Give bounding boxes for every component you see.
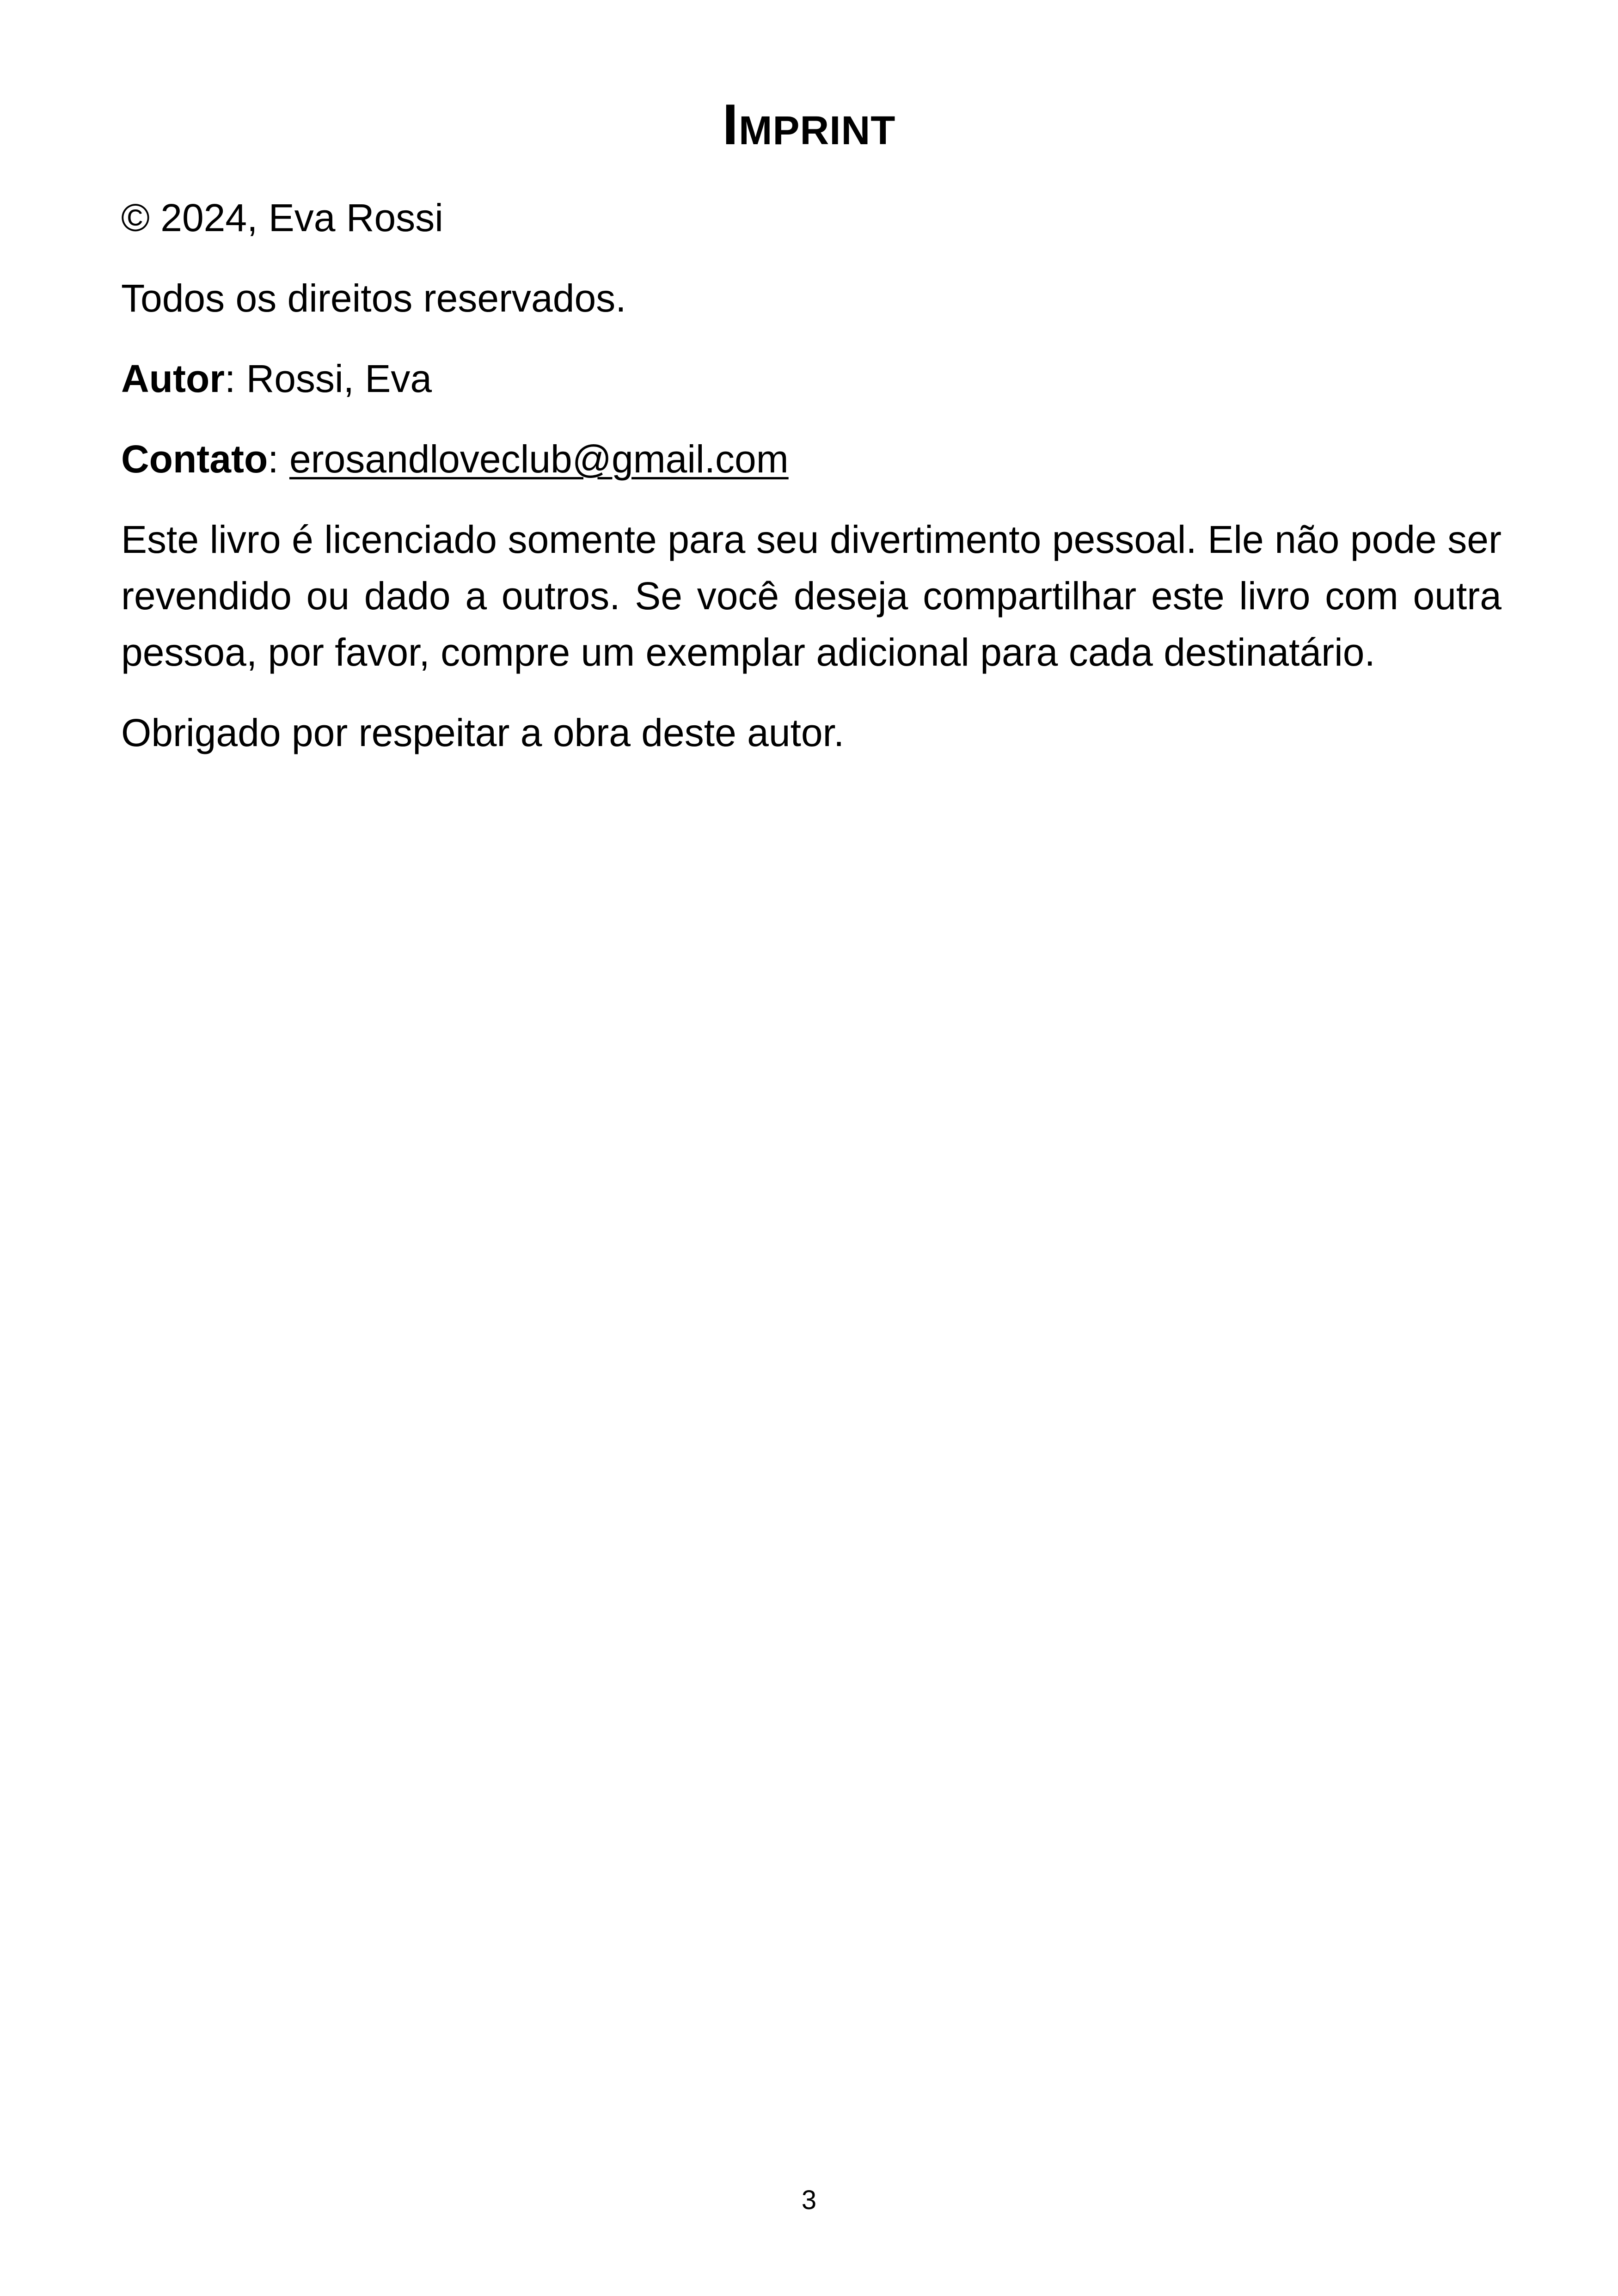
author-value: Rossi, Eva — [246, 357, 432, 400]
imprint-content — [121, 190, 1502, 785]
copyright-line: © 2024, Eva Rossi — [121, 196, 443, 239]
page-title: Imprint — [722, 93, 896, 157]
contact-separator: : — [268, 437, 289, 481]
rights-line: Todos os direitos reservados. — [121, 276, 626, 320]
contact-label: Contato — [121, 437, 268, 481]
author-label: Autor — [121, 357, 225, 400]
contact-email-link[interactable]: erosandloveclub@gmail.com — [289, 437, 789, 481]
thanks-line: Obrigado por respeitar a obra deste autor. — [121, 711, 845, 754]
author-separator: : — [224, 357, 246, 400]
license-paragraph: Este livro é licenciado somente para seu divertimento pessoal. Ele não pode ser revendido ou dado a outros. Se você deseja compartilhar este livro com outra pessoa, por favor, compre um exemplar adicional para cada destinatário. — [121, 518, 1502, 674]
page-number: 3 — [801, 2185, 817, 2215]
author-line — [121, 350, 1502, 407]
contact-line — [121, 431, 1502, 487]
